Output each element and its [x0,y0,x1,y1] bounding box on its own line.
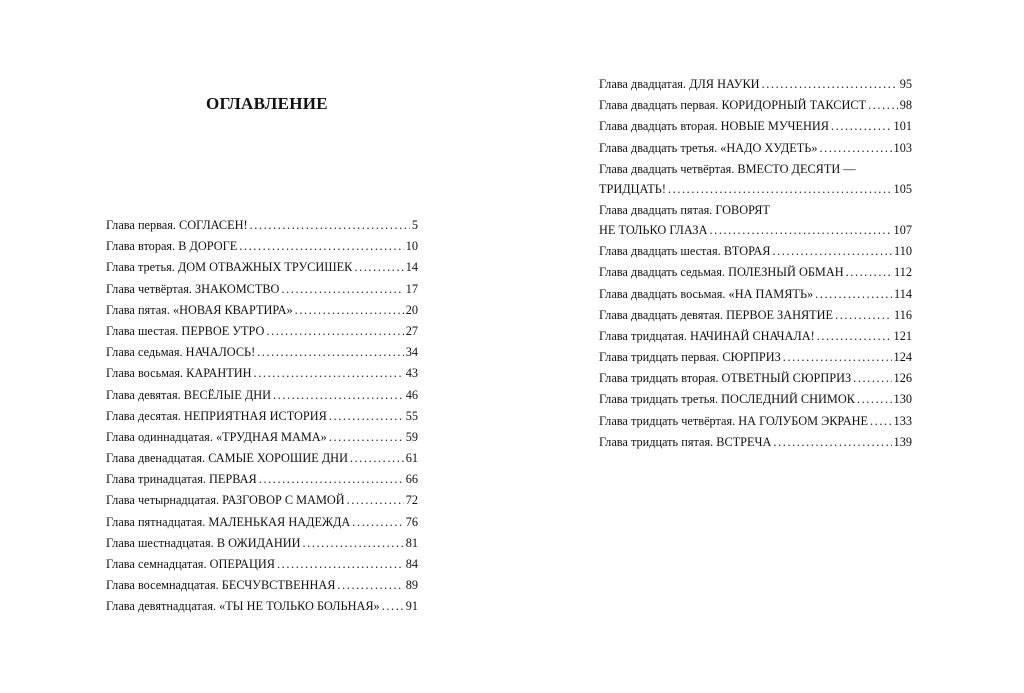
toc-page-number: 110 [894,244,912,259]
toc-entry [106,430,418,444]
toc-entry [106,366,418,380]
toc-entry-title: Глава тридцать пятая. ВСТРЕЧА [599,434,772,449]
toc-dot-leader [382,599,404,613]
toc-page-number: 81 [405,535,418,550]
toc-entry [106,218,418,232]
toc-dot-leader [709,223,891,237]
toc-page-number: 66 [405,472,418,487]
toc-entry [106,388,418,402]
toc-page-number: 121 [893,328,912,343]
toc-page-number: 84 [405,557,418,571]
toc-dot-leader [831,119,892,133]
toc-dot-leader [254,366,404,380]
toc-page-number: 17 [405,281,418,296]
toc-entry [106,515,418,529]
toc-dot-leader [819,141,891,155]
toc-entry-second-line [599,223,912,237]
toc-entry [599,77,912,91]
toc-entry-title: Глава четвёртая. ЗНАКОМСТВО [106,281,280,296]
toc-entry-title: Глава восемнадцатая. БЕСЧУВСТВЕННАЯ [106,578,336,593]
toc-left-column [106,218,418,621]
toc-entry-title: Глава тринадцатая. ПЕРВАЯ [106,472,257,487]
toc-dot-leader [302,536,403,550]
page-title: ОГЛАВЛЕНИЕ [206,94,328,113]
toc-dot-leader [277,557,404,571]
toc-page-number: 95 [899,77,912,91]
toc-entry-title-continued: НЕ ТОЛЬКО ГЛАЗА [599,222,708,237]
toc-entry [106,260,418,274]
toc-entry-title: Глава десятая. НЕПРИЯТНАЯ ИСТОРИЯ [106,408,327,423]
toc-dot-leader [239,239,403,253]
toc-page-number: 27 [405,323,418,338]
toc-entry-title: Глава семнадцатая. ОПЕРАЦИЯ [106,557,275,571]
toc-entry-title: Глава шестнадцатая. В ОЖИДАНИИ [106,535,301,550]
toc-dot-leader [295,303,404,317]
toc-entry-title: Глава двадцатая. ДЛЯ НАУКИ [599,77,760,91]
toc-entry-title: Глава девятая. ВЕСЁЛЫЕ ДНИ [106,387,271,402]
toc-dot-leader [762,77,898,91]
toc-page-number: 20 [405,302,418,317]
toc-page-number: 10 [405,239,418,254]
toc-entry [599,350,912,364]
toc-entry-title: Глава седьмая. НАЧАЛОСЬ! [106,345,256,360]
toc-dot-leader [773,435,891,449]
toc-dot-leader [273,388,404,402]
toc-entry [599,119,912,133]
toc-dot-leader [352,515,403,529]
toc-dot-leader [857,392,892,406]
toc-entry [599,392,912,406]
toc-entry [106,409,418,423]
toc-entry [106,345,418,359]
toc-page-number: 105 [893,181,912,196]
toc-dot-leader [281,282,403,296]
toc-entry-title: Глава тридцать третья. ПОСЛЕДНИЙ СНИМОК [599,392,855,407]
toc-entry [599,435,912,449]
toc-right-column [599,77,912,456]
toc-dot-leader [868,98,898,112]
toc-dot-leader [870,414,892,428]
toc-dot-leader [354,260,403,274]
toc-dot-leader [668,182,892,196]
toc-entry [106,599,418,613]
toc-dot-leader [329,430,404,444]
toc-entry-title: Глава двадцать девятая. ПЕРВОЕ ЗАНЯТИЕ [599,307,834,322]
toc-page-number: 59 [405,429,418,444]
toc-entry [106,472,418,486]
toc-entry [599,308,912,322]
toc-page-number: 72 [405,493,418,508]
toc-page-number: 133 [893,413,912,428]
toc-entry-title: Глава четырнадцатая. РАЗГОВОР С МАМОЙ [106,493,345,508]
toc-entry [106,493,418,507]
toc-entry [599,287,912,301]
toc-page-number: 114 [894,286,912,301]
toc-dot-leader [266,324,403,338]
toc-page-number: 5 [411,218,418,232]
toc-page-number: 103 [893,140,912,155]
toc-entry-title: Глава третья. ДОМ ОТВАЖНЫХ ТРУСИШЕК [106,260,353,275]
toc-entry [599,141,912,155]
toc-entry [106,451,418,465]
toc-entry [599,98,912,112]
toc-entry-title: Глава шестая. ПЕРВОЕ УТРО [106,323,265,338]
toc-page-number: 130 [893,392,912,407]
toc-dot-leader [783,350,892,364]
toc-entry [599,244,912,258]
toc-page-number: 89 [405,578,418,593]
toc-entry [599,162,912,196]
toc-dot-leader [817,329,892,343]
toc-entry [106,324,418,338]
toc-page-number: 107 [893,222,912,237]
toc-page-number: 101 [893,119,912,134]
toc-page-number: 124 [893,350,912,365]
toc-entry [106,282,418,296]
toc-dot-leader [257,345,404,359]
toc-entry-title: Глава двадцать седьмая. ПОЛЕЗНЫЙ ОБМАН [599,265,844,280]
toc-entry-title: Глава восьмая. КАРАНТИН [106,366,252,381]
toc-entry-title: Глава двадцать пятая. ГОВОРЯТ [599,202,770,217]
toc-entry-title-continued: ТРИДЦАТЬ! [599,181,666,196]
toc-dot-leader [337,578,403,592]
toc-dot-leader [350,451,404,465]
toc-entry-title: Глава двенадцатая. САМЫЕ ХОРОШИЕ ДНИ [106,451,348,466]
toc-entry-title: Глава пятая. «НОВАЯ КВАРТИРА» [106,302,293,317]
toc-page-number: 116 [894,307,912,322]
toc-entry [106,578,418,592]
toc-page-number: 91 [405,599,418,614]
toc-dot-leader [835,308,892,322]
toc-page-number: 43 [405,366,418,381]
toc-entry-title: Глава девятнадцатая. «ТЫ НЕ ТОЛЬКО БОЛЬНАЯ» [106,599,380,614]
toc-dot-leader [772,244,892,258]
toc-dot-leader [259,472,404,486]
toc-page-number: 14 [405,260,418,275]
toc-page-number: 55 [405,408,418,423]
toc-page-number: 139 [893,434,912,449]
toc-entry-title: Глава двадцать четвёртая. ВМЕСТО ДЕСЯТИ — [599,161,856,176]
toc-entry [599,203,912,237]
toc-entry [106,536,418,550]
toc-entry-title: Глава тридцатая. НАЧИНАЙ СНАЧАЛА! [599,328,815,343]
toc-entry [106,303,418,317]
toc-entry-title: Глава двадцать вторая. НОВЫЕ МУЧЕНИЯ [599,119,829,134]
toc-entry-title: Глава двадцать третья. «НАДО ХУДЕТЬ» [599,140,818,155]
toc-entry [599,414,912,428]
toc-entry [599,371,912,385]
toc-dot-leader [347,493,404,507]
toc-entry-title: Глава одиннадцатая. «ТРУДНАЯ МАМА» [106,429,327,444]
toc-page-number: 76 [405,514,418,529]
toc-entry-title: Глава первая. СОГЛАСЕН! [106,218,248,232]
toc-dot-leader [846,265,892,279]
toc-page-number: 61 [405,451,418,466]
toc-entry-title: Глава двадцать восьмая. «НА ПАМЯТЬ» [599,286,814,301]
toc-entry [106,557,418,571]
toc-entry-title: Глава пятнадцатая. МАЛЕНЬКАЯ НАДЕЖДА [106,514,351,529]
toc-entry-title: Глава тридцать четвёртая. НА ГОЛУБОМ ЭКРАНЕ [599,413,868,428]
toc-dot-leader [329,409,404,423]
toc-dot-leader [250,218,410,232]
toc-page-number: 126 [893,371,912,386]
toc-page-number: 112 [894,265,912,280]
toc-entry [599,329,912,343]
toc-page-number: 98 [899,98,912,113]
toc-entry [599,265,912,279]
toc-entry-title: Глава двадцать первая. КОРИДОРНЫЙ ТАКСИСТ [599,98,867,113]
toc-dot-leader [815,287,892,301]
toc-entry-title: Глава тридцать первая. СЮРПРИЗ [599,350,781,365]
toc-entry-title: Глава тридцать вторая. ОТВЕТНЫЙ СЮРПРИЗ [599,371,852,386]
toc-page-number: 46 [405,387,418,402]
toc-page-number: 34 [405,345,418,360]
toc-entry-second-line [599,182,912,196]
toc-entry-title: Глава двадцать шестая. ВТОРАЯ [599,244,771,259]
toc-dot-leader [853,371,891,385]
toc-entry-title: Глава вторая. В ДОРОГЕ [106,239,238,254]
toc-entry [106,239,418,253]
